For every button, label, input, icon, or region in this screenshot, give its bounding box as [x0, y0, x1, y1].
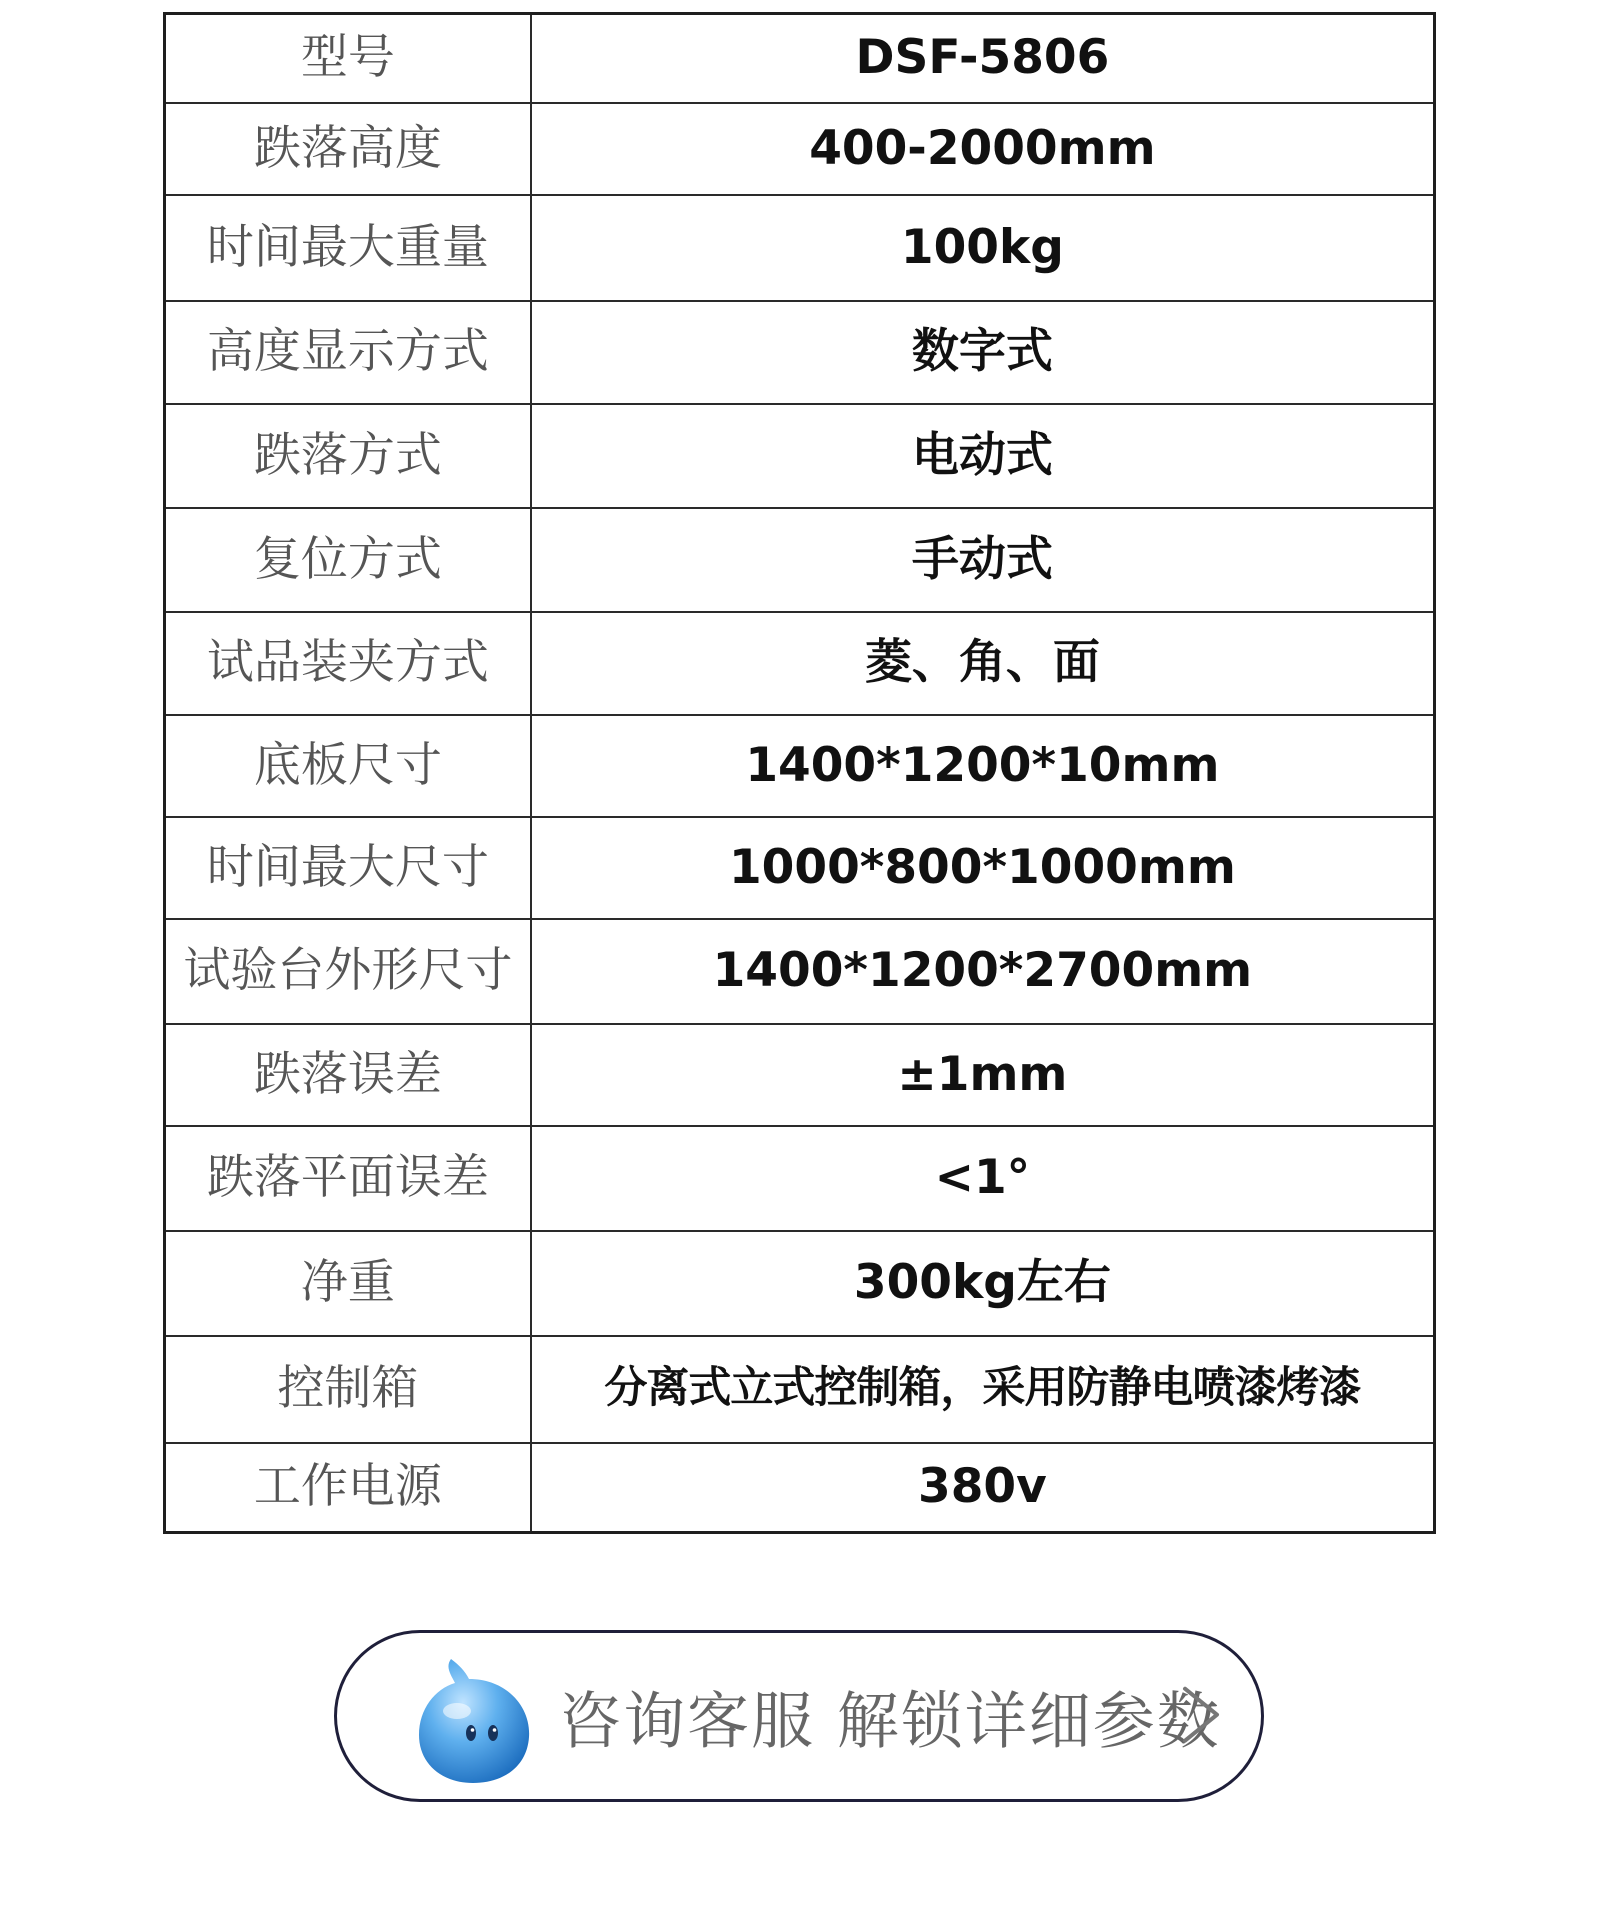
spec-value: DSF-5806 — [531, 14, 1435, 103]
table-row — [165, 1336, 1435, 1443]
spec-value: <1° — [531, 1126, 1435, 1231]
mascot-icon — [411, 1651, 535, 1787]
spec-label: 跌落误差 — [165, 1024, 531, 1126]
spec-label: 跌落平面误差 — [165, 1126, 531, 1231]
spec-value: ±1mm — [531, 1024, 1435, 1126]
spec-label: 试品装夹方式 — [165, 612, 531, 715]
table-row — [165, 715, 1435, 817]
spec-value: 1400*1200*10mm — [531, 715, 1435, 817]
table-row — [165, 817, 1435, 919]
spec-value: 1000*800*1000mm — [531, 817, 1435, 919]
spec-value: 380v — [531, 1443, 1435, 1533]
consult-service-button[interactable] — [334, 1630, 1264, 1802]
spec-label: 控制箱 — [165, 1336, 531, 1443]
spec-value: 分离式立式控制箱，采用防静电喷漆烤漆 — [531, 1336, 1435, 1443]
spec-value: 300kg左右 — [531, 1231, 1435, 1336]
spec-label: 时间最大重量 — [165, 195, 531, 301]
spec-label: 净重 — [165, 1231, 531, 1336]
spec-table — [163, 12, 1436, 1534]
chevron-right-icon — [1177, 1683, 1225, 1747]
table-row — [165, 103, 1435, 195]
table-row — [165, 1231, 1435, 1336]
table-row — [165, 612, 1435, 715]
spec-label: 试验台外形尺寸 — [165, 919, 531, 1024]
table-row — [165, 1126, 1435, 1231]
spec-label: 工作电源 — [165, 1443, 531, 1533]
spec-label: 型号 — [165, 14, 531, 103]
table-row — [165, 508, 1435, 612]
spec-label: 高度显示方式 — [165, 301, 531, 404]
spec-value: 100kg — [531, 195, 1435, 301]
spec-label: 时间最大尺寸 — [165, 817, 531, 919]
table-row — [165, 404, 1435, 508]
table-row — [165, 919, 1435, 1024]
table-row — [165, 1024, 1435, 1126]
spec-label: 跌落方式 — [165, 404, 531, 508]
table-row — [165, 14, 1435, 103]
table-row — [165, 1443, 1435, 1533]
spec-value: 数字式 — [531, 301, 1435, 404]
table-row — [165, 301, 1435, 404]
spec-value: 电动式 — [531, 404, 1435, 508]
consult-button-label: 咨询客服 解锁详细参数 — [559, 1684, 1221, 1758]
spec-value: 400-2000mm — [531, 103, 1435, 195]
table-row — [165, 195, 1435, 301]
spec-value: 1400*1200*2700mm — [531, 919, 1435, 1024]
spec-label: 复位方式 — [165, 508, 531, 612]
spec-label: 跌落高度 — [165, 103, 531, 195]
spec-value: 菱、角、面 — [531, 612, 1435, 715]
spec-value: 手动式 — [531, 508, 1435, 612]
spec-label: 底板尺寸 — [165, 715, 531, 817]
